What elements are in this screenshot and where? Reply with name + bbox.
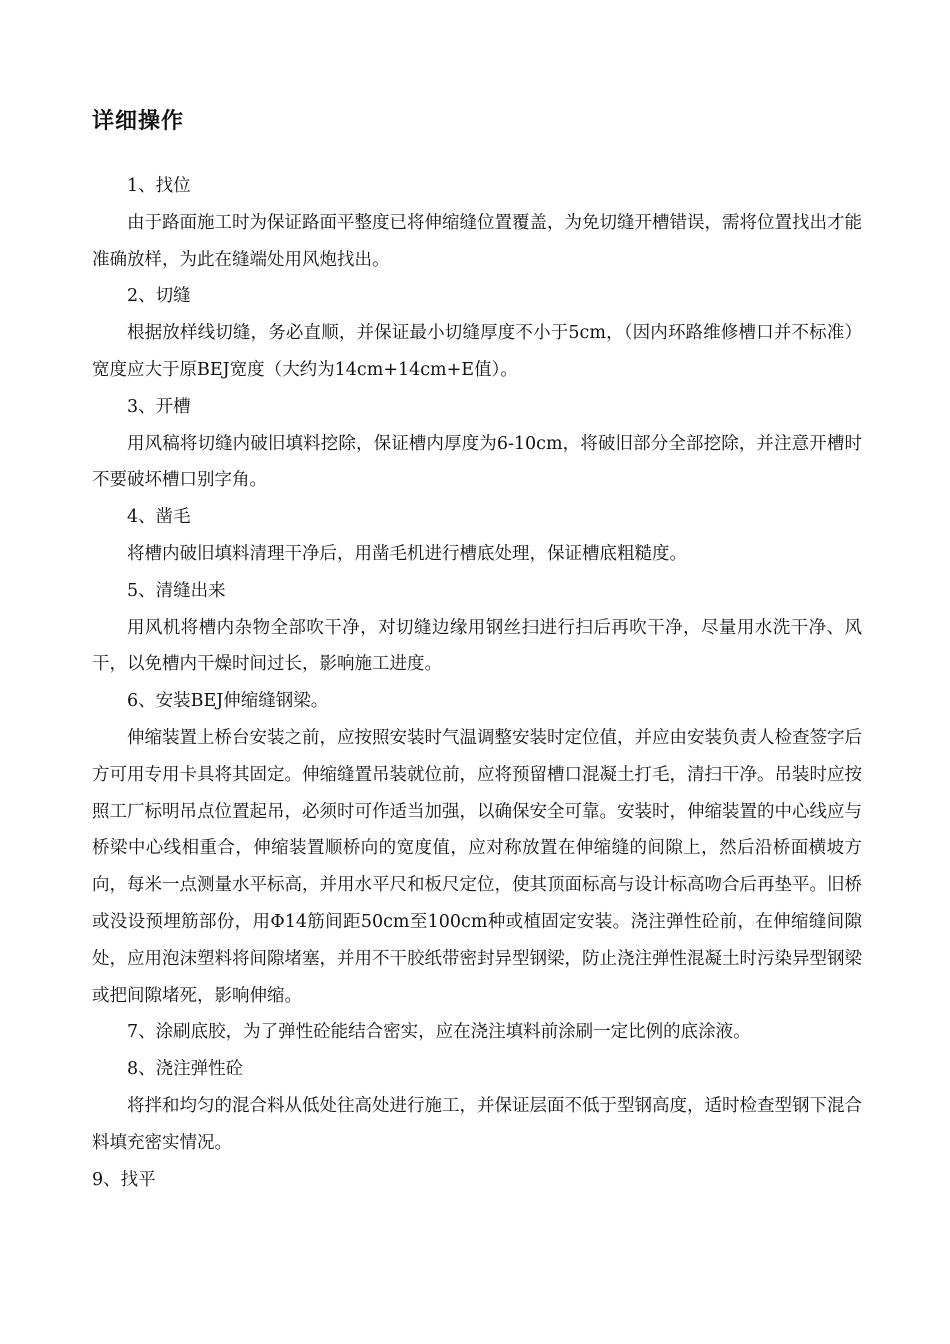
section-text-2: 根据放样线切缝，务必直顺，并保证最小切缝厚度不小于5cm，（因内环路维修槽口并不标准） 宽度应大于原BEJ宽度（大约为14cm+14cm+E值）。 bbox=[92, 323, 862, 380]
section-heading-6: 6、安装BEJ伸缩缝钢梁。 bbox=[127, 691, 329, 712]
section-heading-4: 4、凿毛 bbox=[127, 507, 191, 528]
section-text-1: 由于路面施工时为保证路面平整度已将伸缩缝位置覆盖，为免切缝开槽错误，需将位置找出才能准确放样，为此在缝端处用风炮找出。 bbox=[92, 212, 862, 270]
section-heading-3: 3、开槽 bbox=[127, 396, 191, 417]
section-heading-7: 7、涂刷底胶，为了弹性砼能结合密实，应在浇注填料前涂刷一定比例的底涂液。 bbox=[127, 1022, 751, 1043]
section-heading-9: 9、找平 bbox=[92, 1169, 156, 1190]
section-text-3: 用风稿将切缝内破旧填料挖除，保证槽内厚度为6-10cm，将破旧部分全部挖除，并注意开槽时不要破坏槽口别字角。 bbox=[92, 433, 862, 491]
section-text-8: 将拌和均匀的混合料从低处往高处进行施工，并保证层面不低于型钢高度，适时检查型钢下混合料填充密实情况。 bbox=[92, 1095, 862, 1153]
section-heading-1: 1、找位 bbox=[127, 176, 191, 196]
section-heading-5: 5、清缝出来 bbox=[127, 580, 226, 601]
section-text-6: 伸缩装置上桥台安装之前，应按照安装时气温调整安装时定位值，并应由安装负责人检查签字后方可用专用卡具将其固定。伸缩缝置吊装就位前，应将预留槽口混凝土打毛，清扫干净。吊装时应按照工厂标明吊点位置起吊，必须时可作适当加强，以确保安全可靠。安装时，伸缩装置的中心线应与桥梁中心线相重合，伸缩装置顺桥向的宽度值，应对称放置在伸缩缝的间隙上，然后沿桥面横坡方向，每米一点测量水平标高，并用水平尺和板尺定位，使其顶面标高与设计标高吻合后再垫平。旧桥或没设预埋筋部份，用Φ14筋间距50cm至100cm种或植固定安装。浇注弹性砼前，在伸缩缝间隙处，应用泡沫塑料将间隙堵塞，并用不干胶纸带密封异型钢梁，防止浇注弹性混凝土时污染异型钢梁或把间隙堵死，影响伸缩。 bbox=[92, 727, 862, 1006]
section-text-5: 用风机将槽内杂物全部吹干净，对切缝边缘用钢丝扫进行扫后再吹干净，尽量用水洗干净、风干，以免槽内干燥时间过长，影响施工进度。 bbox=[92, 617, 862, 675]
page-title: 详细操作 bbox=[92, 109, 185, 134]
section-heading-8: 8、浇注弹性砼 bbox=[127, 1059, 244, 1080]
document-body bbox=[92, 168, 862, 1198]
section-text-4: 将槽内破旧填料清理干净后，用凿毛机进行槽底处理，保证槽底粗糙度。 bbox=[127, 543, 687, 564]
section-heading-2: 2、切缝 bbox=[127, 286, 191, 307]
